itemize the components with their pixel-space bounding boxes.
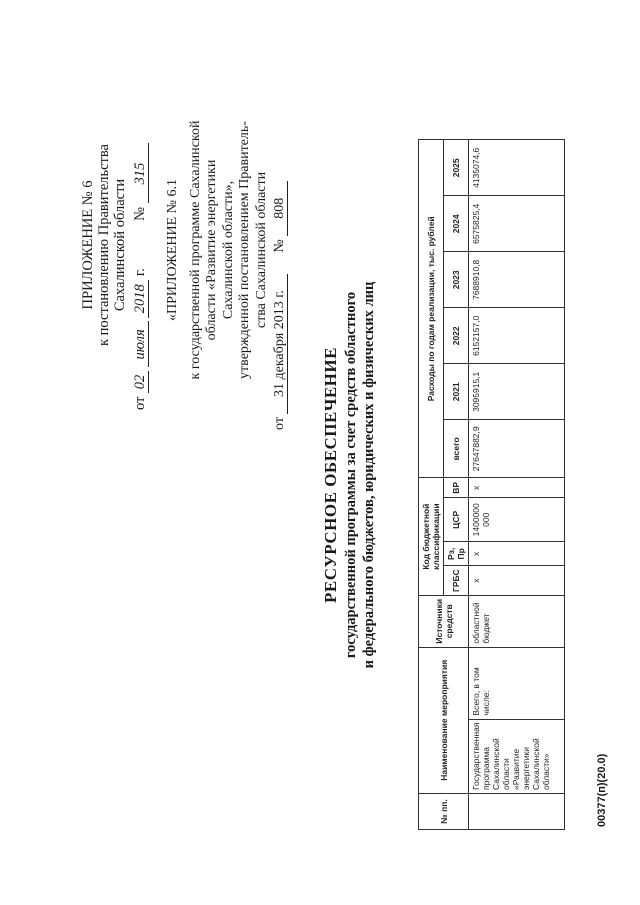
resource-table	[418, 139, 565, 830]
header-2025: 2025	[444, 140, 469, 196]
appendix-6-month: июля	[133, 321, 149, 367]
appendix-6-title: ПРИЛОЖЕНИЕ № 6	[80, 180, 96, 310]
appendix-6-day: 02	[133, 371, 149, 393]
appendix-6-1-block	[165, 70, 289, 430]
header-2021: 2021	[444, 364, 469, 420]
cell-2025: 4135074,6	[469, 140, 565, 196]
appendix-6-1-line1: к государственной программе Сахалинской	[187, 120, 203, 380]
header-num: № пп.	[419, 794, 469, 830]
document-title: РЕСУРСНОЕ ОБЕСПЕЧЕНИЕ	[321, 347, 340, 603]
cell-sub: Всего, в том числе:	[469, 647, 565, 719]
appendix-6-1-title: «ПРИЛОЖЕНИЕ № 6.1	[165, 179, 180, 321]
document-heading	[320, 195, 378, 755]
appendix-6-no-label: №	[132, 207, 148, 221]
appendix-6-from-label: от	[132, 396, 148, 410]
cell-rz-pr: х	[469, 542, 565, 566]
appendix-6-year-suffix: г.	[132, 268, 148, 277]
footer-code: 00377(п)(20.0)	[596, 753, 608, 827]
appendix-6-1-number: 808	[273, 181, 288, 236]
cell-2021: 3095915,1	[469, 364, 565, 420]
cell-2022: 6152157,0	[469, 308, 565, 364]
header-expenses: Расходы по годам реализации, тыс. рублей	[419, 140, 444, 478]
appendix-6-1-line4: утвержденной постановлением Правитель-	[237, 121, 252, 379]
header-source: Источники средств	[419, 595, 469, 647]
cell-num	[469, 794, 565, 830]
appendix-6-1-date-line	[272, 70, 289, 430]
cell-2023: 7688910,8	[469, 252, 565, 308]
appendix-6-1-date: 31 декабря 2013 г.	[273, 274, 288, 414]
cell-name: Государственная программа Сахалинской области «Развитие энергетики Сахалинской области»	[469, 719, 565, 793]
header-2024: 2024	[444, 196, 469, 252]
header-2022: 2022	[444, 308, 469, 364]
document-subtitle-2: и федерального бюджетов, юридических и физических лиц	[361, 281, 377, 669]
document-subtitle-1: государственной программы за счет средств областного	[343, 291, 359, 659]
header-vr: ВР	[444, 478, 469, 498]
appendix-6-line1: к постановлению Правительства	[96, 144, 112, 346]
appendix-6-date-line	[132, 80, 149, 410]
appendix-6-block	[80, 80, 149, 410]
cell-csr: 1400000000	[469, 498, 565, 542]
header-2023: 2023	[444, 252, 469, 308]
header-csr: ЦСР	[444, 498, 469, 542]
cell-total: 27647882,9	[469, 420, 565, 478]
header-name: Наименование мероприятия	[419, 647, 469, 793]
appendix-6-year: 2018	[133, 280, 149, 318]
header-budget-code: Код бюджетной классификации	[419, 478, 444, 596]
header-rz-pr: Рз, Пр	[444, 542, 469, 566]
appendix-6-number: 315	[133, 143, 149, 203]
header-grbs: ГРБС	[444, 566, 469, 596]
table-row	[469, 140, 565, 830]
appendix-6-1-line2: области «Развитие энергетики	[204, 159, 219, 341]
cell-2024: 6575825,4	[469, 196, 565, 252]
appendix-6-1-line3: Сахалинской области»,	[220, 180, 236, 320]
appendix-6-line2: Сахалинской области	[112, 178, 128, 312]
appendix-6-1-from-label: от	[272, 417, 287, 430]
header-total: всего	[444, 420, 469, 478]
cell-source: областной бюджет	[469, 595, 565, 647]
cell-grbs: х	[469, 566, 565, 596]
table-header-row-1	[419, 140, 444, 830]
appendix-6-1-no-label: №	[272, 239, 287, 253]
appendix-6-1-line5: ства Сахалинской области	[253, 171, 269, 329]
cell-vr: х	[469, 478, 565, 498]
